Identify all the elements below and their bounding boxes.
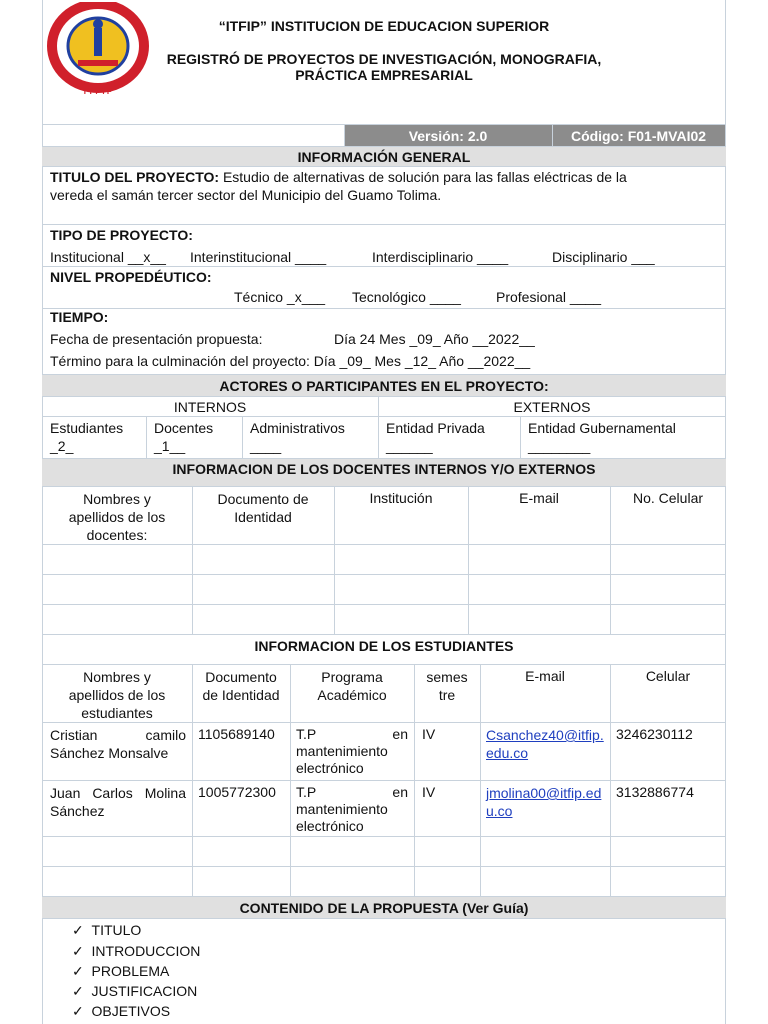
students-empty-row [42, 866, 726, 896]
students-col-email: E-mail [525, 668, 565, 684]
svg-text:I T F I P: I T F I P [83, 87, 113, 96]
student-email-link[interactable]: jmolina00@itfip.edu.co [486, 785, 602, 819]
project-title-text: Estudio de alternativas de solución para las fallas eléctricas de la [222, 169, 627, 185]
section-title: INFORMACIÓN GENERAL [297, 149, 471, 165]
code-label: Código: F01-MVAI02 [570, 128, 707, 144]
gov-entity-label: Entidad Gubernamental [528, 420, 676, 436]
student-semester: IV [422, 784, 436, 800]
list-item-label: TITULO [91, 922, 142, 938]
student-program: T.P en mantenimiento electrónico [296, 784, 408, 834]
student-name: Juan Carlos Molina Sánchez [50, 785, 186, 819]
check-icon: ✓ [72, 922, 84, 938]
institution-name: “ITFIP” INSTITUCION DE EDUCACION SUPERIOR [218, 18, 550, 34]
itfip-logo [42, 2, 154, 98]
teachers-label: Docentes [154, 420, 214, 436]
form-title-line2: PRÁCTICA EMPRESARIAL [295, 67, 473, 83]
project-title-block [42, 166, 726, 224]
list-item [72, 983, 197, 1000]
student-semester: IV [422, 726, 436, 742]
student-doc: 1105689140 [198, 726, 275, 742]
list-item-label: PROBLEMA [91, 963, 170, 979]
list-item [72, 1003, 170, 1020]
actors-subheading [42, 396, 726, 416]
teachers-empty-row [42, 604, 726, 634]
private-entity-value: ______ [386, 438, 433, 454]
section-title: ACTORES O PARTICIPANTES EN EL PROYECTO: [219, 378, 549, 394]
students-col-name: Nombres y apellidos de los estudiantes [68, 669, 166, 721]
section-title: INFORMACION DE LOS ESTUDIANTES [254, 638, 514, 654]
students-col-program: Programa Académico [317, 669, 387, 703]
list-item [72, 943, 200, 960]
level-label: NIVEL PROPEDÉUTICO: [50, 269, 212, 285]
completion-date: Término para la culminación del proyecto: Día _09_ Mes _12_ Año __2022__ [50, 353, 531, 369]
internal-label: INTERNOS [173, 399, 247, 415]
section-title: INFORMACION DE LOS DOCENTES INTERNOS Y/O EXTERNOS [172, 461, 596, 477]
teachers-value: _1__ [154, 438, 186, 454]
student-name: Cristian camilo Sánchez Monsalve [50, 727, 186, 761]
students-col-semester: semestre [426, 669, 468, 703]
proposal-list [42, 918, 726, 1024]
private-entity-label: Entidad Privada [386, 420, 485, 436]
students-table-header [42, 664, 726, 722]
presentation-date-label: Fecha de presentación propuesta: [50, 331, 263, 347]
teachers-table-header [42, 486, 726, 544]
list-item-label: OBJETIVOS [91, 1003, 171, 1019]
student-program: T.P en mantenimiento electrónico [296, 726, 408, 776]
gov-entity-value: ________ [528, 438, 591, 454]
project-title-text-2: vereda el samán tercer sector del Municipio del Guamo Tolima. [50, 187, 442, 203]
student-email-link[interactable]: Csanchez40@itfip.edu.co [486, 727, 604, 761]
student-phone: 3246230112 [616, 726, 693, 742]
teachers-col-email: E-mail [519, 490, 559, 506]
version-label: Versión: 2.0 [408, 128, 488, 144]
document-header [42, 0, 726, 124]
student-doc: 1005772300 [198, 784, 276, 800]
presentation-date-value: Día 24 Mes _09_ Año __2022__ [334, 331, 535, 347]
teachers-empty-row [42, 544, 726, 574]
level-professional: Profesional ____ [496, 289, 602, 305]
students-heading [42, 634, 726, 664]
project-type-interinstitutional: Interinstitucional ____ [190, 249, 327, 265]
list-item [72, 922, 141, 939]
students-empty-row [42, 836, 726, 866]
teachers-col-name: Nombres y apellidos de los docentes: [68, 491, 166, 543]
teachers-col-institution: Institución [369, 490, 433, 506]
external-label: EXTERNOS [513, 399, 591, 415]
time-block [42, 308, 726, 374]
project-type-label: TIPO DE PROYECTO: [50, 227, 193, 243]
level-technological: Tecnológico ____ [352, 289, 461, 305]
teachers-col-doc: Documento de Identidad [217, 491, 309, 525]
student-phone: 3132886774 [616, 784, 694, 800]
admin-value: ____ [250, 438, 282, 454]
project-type-block [42, 224, 726, 266]
list-item [72, 963, 169, 980]
actors-heading [42, 374, 726, 396]
admin-label: Administrativos [250, 420, 345, 436]
project-title-label: TITULO DEL PROYECTO: [50, 169, 220, 185]
check-icon: ✓ [72, 943, 84, 959]
students-label: Estudiantes [50, 420, 124, 436]
time-label: TIEMPO: [50, 309, 109, 325]
check-icon: ✓ [72, 963, 84, 979]
general-info-heading [42, 146, 726, 166]
proposal-heading [42, 896, 726, 918]
form-title-line1: REGISTRÓ DE PROYECTOS DE INVESTIGACIÓN, MONOGRAFIA, [166, 51, 602, 67]
students-value: _2_ [50, 438, 74, 454]
table-row [42, 780, 726, 836]
teachers-col-phone: No. Celular [632, 490, 704, 506]
project-type-interdisciplinary: Interdisciplinario ____ [372, 249, 509, 265]
students-col-doc: Documento de Identidad [202, 669, 280, 703]
check-icon: ✓ [72, 983, 84, 999]
teachers-heading [42, 458, 726, 486]
level-block [42, 266, 726, 308]
project-type-institutional: Institucional __x__ [50, 249, 166, 265]
actors-values [42, 416, 726, 458]
table-row [42, 722, 726, 780]
list-item-label: JUSTIFICACION [91, 983, 198, 999]
students-col-phone: Celular [645, 668, 691, 684]
teachers-empty-row [42, 574, 726, 604]
project-type-disciplinary: Disciplinario ___ [552, 249, 655, 265]
list-item-label: INTRODUCCION [91, 943, 201, 959]
check-icon: ✓ [72, 1003, 84, 1019]
version-bar [42, 124, 726, 146]
level-technical: Técnico _x___ [234, 289, 326, 305]
section-title: CONTENIDO DE LA PROPUESTA (Ver Guía) [239, 900, 529, 916]
